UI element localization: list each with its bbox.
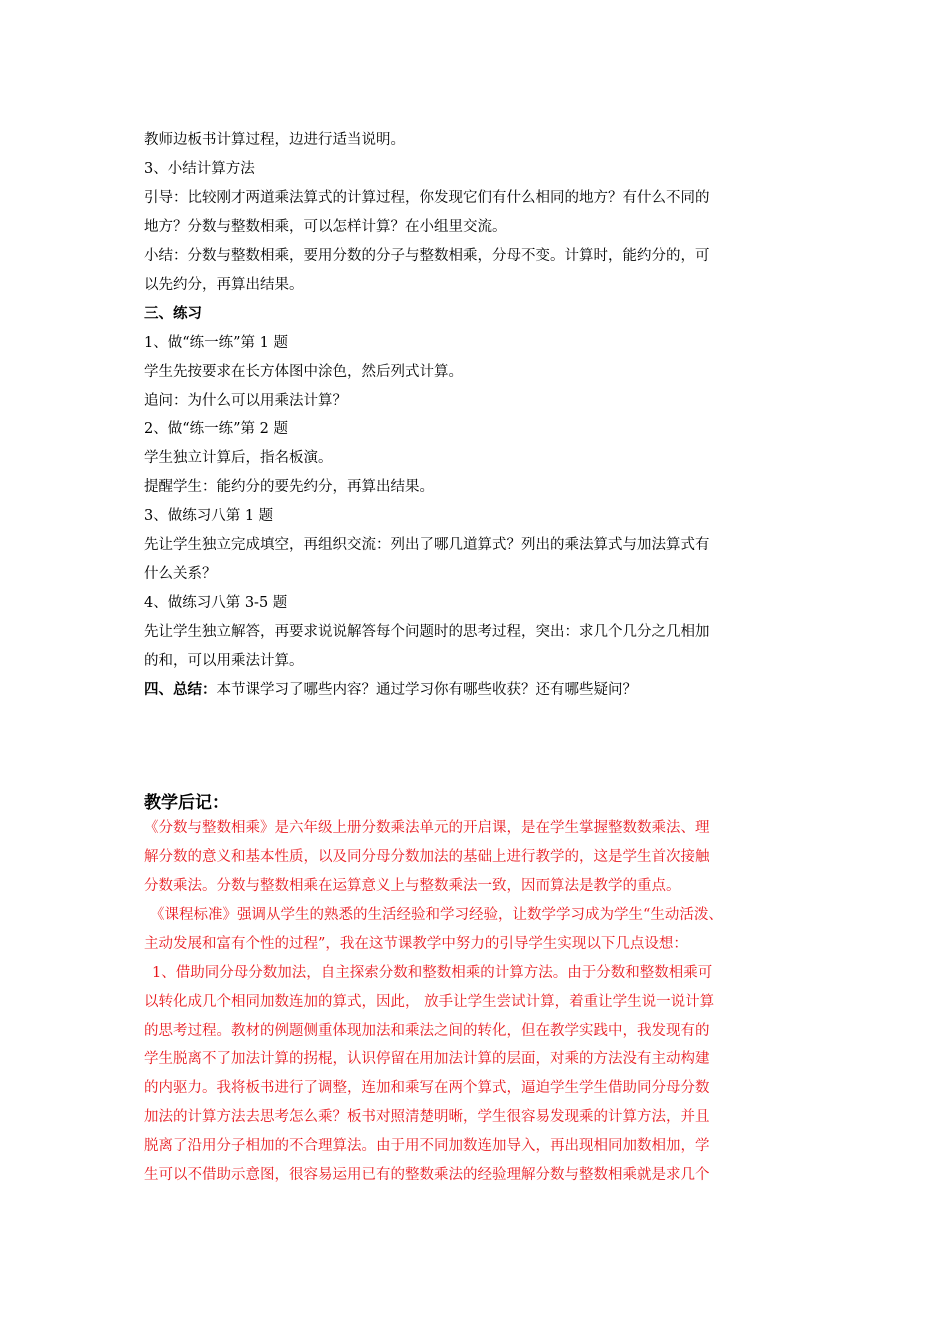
subheading-summary-method: 3、小结计算方法: [144, 161, 255, 177]
reflection-line: 解分数的意义和基本性质，以及同分母分数加法的基础上进行教学的，这是学生首次接触: [144, 849, 710, 865]
paragraph-line: 3、做练习八第 1 题: [144, 508, 274, 524]
reflection-line: 主动发展和富有个性的过程”，我在这节课教学中努力的引导学生实现以下几点设想：: [144, 936, 688, 952]
paragraph-line: 学生独立计算后，指名板演。: [144, 450, 333, 466]
reflection-line: 以转化成几个相同加数连加的算式，因此， 放手让学生尝试计算，着重让学生说一说计算: [144, 994, 715, 1010]
paragraph-line: 追问：为什么可以用乘法计算？: [144, 393, 347, 409]
reflection-title: 教学后记：: [144, 793, 229, 813]
reflection-line: 生可以不借助示意图，很容易运用已有的整数乘法的经验理解分数与整数相乘就是求几个: [144, 1167, 710, 1183]
summary-text: 本节课学习了哪些内容？通过学习你有哪些收获？还有哪些疑问？: [216, 682, 637, 698]
paragraph-line: 地方？分数与整数相乘，可以怎样计算？在小组里交流。: [144, 219, 507, 235]
paragraph-line: 先让学生独立完成填空，再组织交流：列出了哪几道算式？列出的乘法算式与加法算式有: [144, 537, 710, 553]
reflection-line: 加法的计算方法去思考怎么乘？板书对照清楚明晰，学生很容易发现乘的计算方法，并且: [144, 1109, 710, 1125]
paragraph-line: 1、做“练一练”第 1 题: [144, 335, 288, 351]
reflection-line: 的内驱力。我将板书进行了调整，连加和乘写在两个算式，逼迫学生学生借助同分母分数: [144, 1080, 710, 1096]
reflection-line: 《课程标准》强调从学生的熟悉的生活经验和学习经验，让数学学习成为学生“生动活泼、: [150, 907, 723, 923]
reflection-line: 1、借助同分母分数加法，自主探索分数和整数相乘的计算方法。由于分数和整数相乘可: [152, 965, 713, 981]
reflection-line: 的思考过程。教材的例题侧重体现加法和乘法之间的转化，但在教学实践中，我发现有的: [144, 1023, 710, 1039]
paragraph-line: 4、做练习八第 3-5 题: [144, 595, 288, 611]
paragraph-line: 学生先按要求在长方体图中涂色，然后列式计算。: [144, 364, 463, 380]
paragraph-line: 小结：分数与整数相乘，要用分数的分子与整数相乘，分母不变。计算时，能约分的，可: [144, 248, 710, 264]
paragraph-line: 以先约分，再算出结果。: [144, 277, 304, 293]
reflection-line: 学生脱离不了加法计算的拐棍，认识停留在用加法计算的层面，对乘的方法没有主动构建: [144, 1051, 710, 1067]
reflection-line: 脱离了沿用分子相加的不合理算法。由于用不同加数连加导入，再出现相同加数相加，学: [144, 1138, 710, 1154]
reflection-line: 《分数与整数相乘》是六年级上册分数乘法单元的开启课，是在学生掌握整数数乘法、理: [144, 820, 710, 836]
summary-line: [144, 680, 637, 700]
paragraph-line: 什么关系？: [144, 566, 217, 582]
paragraph-line: 提醒学生：能约分的要先约分，再算出结果。: [144, 479, 434, 495]
section-heading-practice: 三、练习: [144, 306, 202, 322]
paragraph-line: 引导：比较刚才两道乘法算式的计算过程，你发现它们有什么相同的地方？有什么不同的: [144, 190, 710, 206]
paragraph-line: 2、做“练一练”第 2 题: [144, 421, 288, 437]
paragraph-line: 先让学生独立解答，再要求说说解答每个问题时的思考过程，突出：求几个几分之几相加: [144, 624, 710, 640]
section-heading-summary: 四、总结：: [144, 682, 217, 698]
paragraph-line: 教师边板书计算过程，边进行适当说明。: [144, 132, 405, 148]
reflection-line: 分数乘法。分数与整数相乘在运算意义上与整数乘法一致，因而算法是教学的重点。: [144, 878, 681, 894]
paragraph-line: 的和，可以用乘法计算。: [144, 653, 304, 669]
